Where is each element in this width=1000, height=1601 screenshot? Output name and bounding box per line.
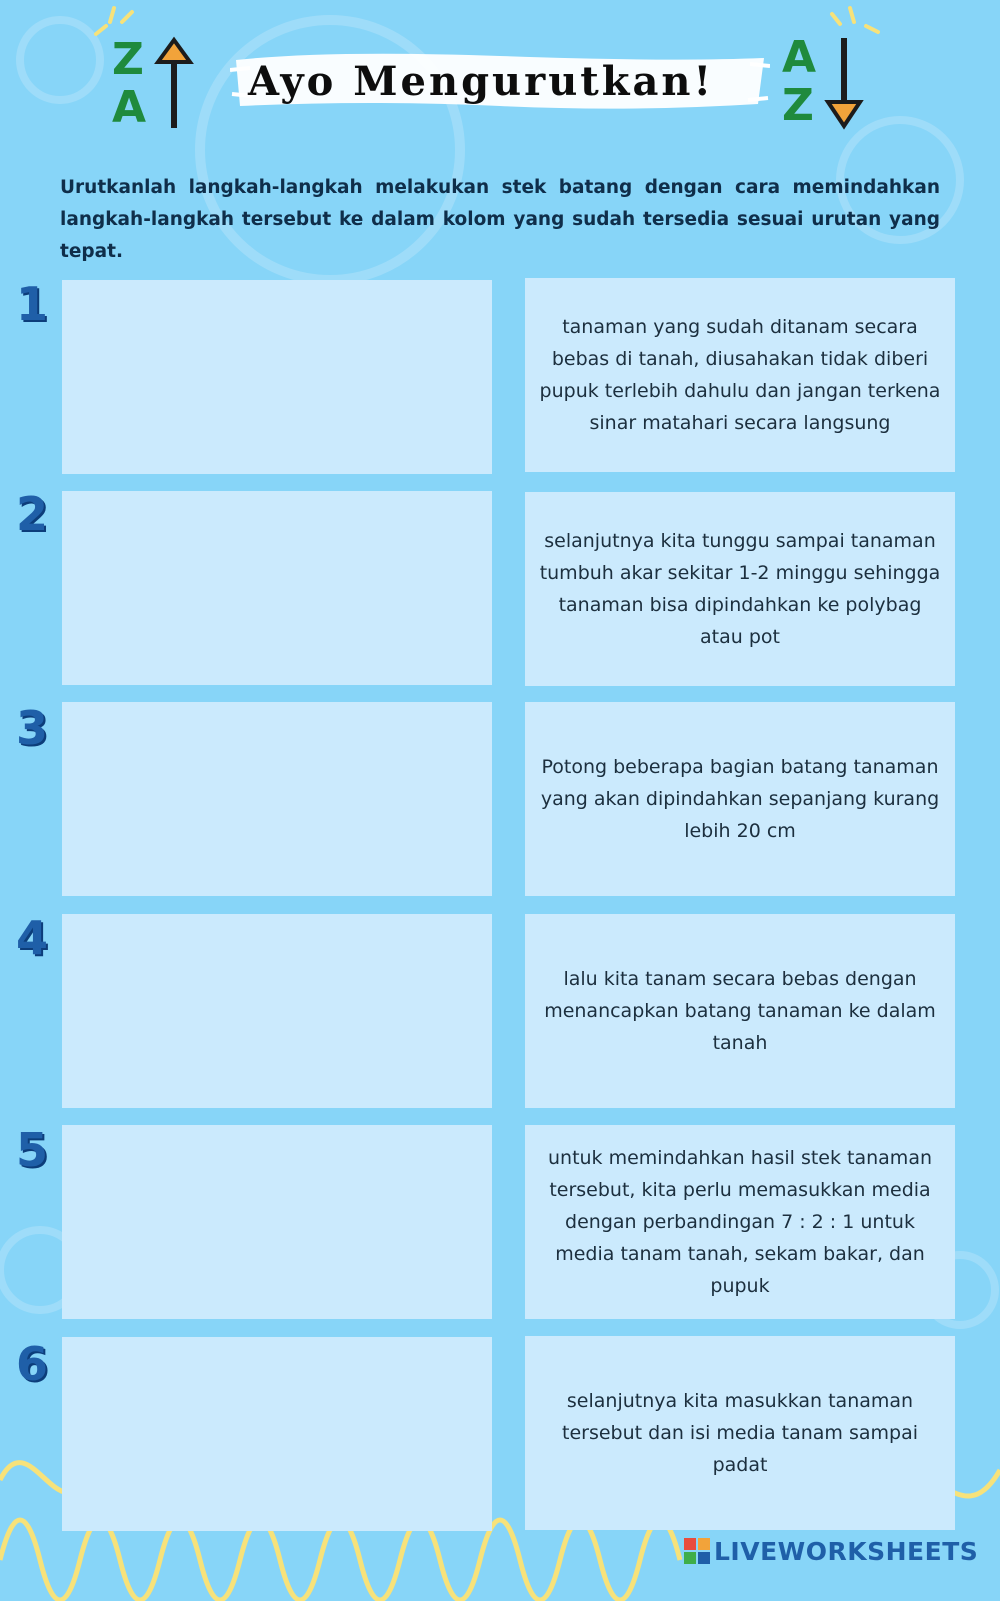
liveworksheets-logo: [684, 1534, 984, 1568]
step-number: 5: [15, 1123, 48, 1177]
step-number: 4: [15, 911, 48, 965]
step-number: 6: [15, 1337, 48, 1391]
sort-letter-top: A: [782, 32, 817, 83]
draggable-step-card[interactable]: [525, 1336, 955, 1530]
step-number: 1: [15, 277, 48, 331]
logo-text: LIVEWORKSHEETS: [714, 1536, 979, 1566]
draggable-step-card[interactable]: [525, 278, 955, 472]
step-number: 3: [15, 701, 48, 755]
answer-drop-zone-6[interactable]: [62, 1337, 492, 1531]
draggable-step-card[interactable]: [525, 492, 955, 686]
liveworksheets-logo-icon: [684, 1538, 710, 1564]
header: [0, 0, 1000, 160]
draggable-step-card[interactable]: [525, 702, 955, 896]
sort-letter-top: Z: [112, 34, 144, 85]
step-card-text: lalu kita tanam secara bebas dengan menancapkan batang tanaman ke dalam tanah: [544, 968, 936, 1054]
draggable-step-card[interactable]: [525, 914, 955, 1108]
arrow-up-icon: [154, 36, 194, 132]
draggable-step-card[interactable]: [525, 1125, 955, 1319]
step-card-text: untuk memindahkan hasil stek tanaman tersebut, kita perlu memasukkan media dengan perbandingan 7 : 2 : 1 untuk media tanam tanah, sekam bakar, dan pupuk: [547, 1147, 933, 1297]
sort-letter-bottom: A: [112, 82, 147, 133]
page-title: Ayo Mengurutkan!: [248, 58, 715, 105]
answer-drop-zone-3[interactable]: [62, 702, 492, 896]
arrow-down-icon: [824, 36, 864, 132]
step-card-text: tanaman yang sudah ditanam secara bebas di tanah, diusahakan tidak diberi pupuk terlebih dahulu dan jangan terkena sinar matahari secara langsung: [539, 316, 941, 434]
answer-drop-zone-4[interactable]: [62, 914, 492, 1108]
step-number: 2: [15, 487, 48, 541]
answer-drop-zone-2[interactable]: [62, 491, 492, 685]
step-card-text: Potong beberapa bagian batang tanaman yang akan dipindahkan sepanjang kurang lebih 20 cm: [540, 756, 940, 842]
step-card-text: selanjutnya kita tunggu sampai tanaman tumbuh akar sekitar 1-2 minggu sehingga tanaman bisa dipindahkan ke polybag atau pot: [539, 530, 941, 648]
answer-drop-zone-5[interactable]: [62, 1125, 492, 1319]
sort-descending-graphic: [108, 26, 204, 136]
sort-ascending-graphic: [782, 26, 886, 136]
instructions-text: Urutkanlah langkah-langkah melakukan stek batang dengan cara memindahkan langkah-langkah tersebut ke dalam kolom yang sudah tersedia sesuai urutan yang tepat.: [60, 177, 940, 262]
sort-letter-bottom: Z: [782, 80, 814, 131]
step-card-text: selanjutnya kita masukkan tanaman tersebut dan isi media tanam sampai padat: [562, 1390, 918, 1476]
answer-drop-zone-1[interactable]: [62, 280, 492, 474]
